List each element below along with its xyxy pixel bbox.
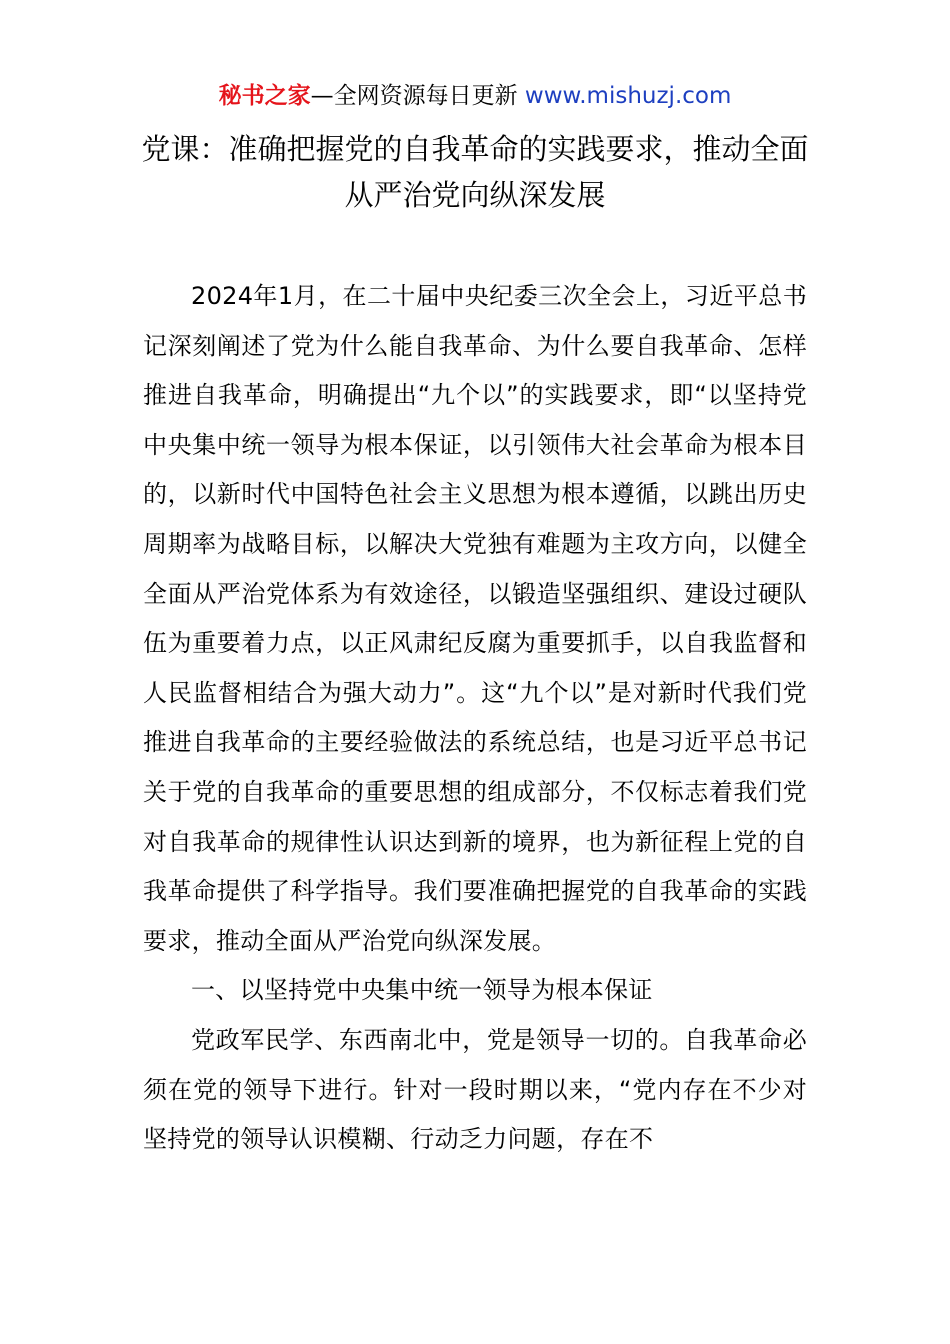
document-title: 党课：准确把握党的自我革命的实践要求，推动全面从严治党向纵深发展 [141, 132, 809, 212]
site-url-link[interactable]: www.mishuzj.com [524, 83, 732, 109]
site-tagline: —全网资源每日更新 [310, 83, 525, 109]
document-body [143, 272, 807, 1165]
intro-paragraph: 2024年1月，在二十届中央纪委三次全会上，习近平总书记深刻阐述了党为什么能自我革命、为什么要自我革命、怎样推进自我革命，明确提出“九个以”的实践要求，即“以坚持党中央集中统一领导为根本保证，以引领伟大社会革命为根本目的，以新时代中国特色社会主义思想为根本遵循，以跳出历史周期率为战略目标，以解决大党独有难题为主攻方向，以健全全面从严治党体系为有效途径，以锻造坚强组织、建设过硬队伍为重要着力点，以正风肃纪反腐为重要抓手，以自我监督和人民监督相结合为强大动力”。这“九个以”是对新时代我们党推进自我革命的主要经验做法的系统总结，也是习近平总书记关于党的自我革命的重要思想的组成部分，不仅标志着我们党对自我革命的规律性认识达到新的境界，也为新征程上党的自我革命提供了科学指导。我们要准确把握党的自我革命的实践要求，推动全面从严治党向纵深发展。 [143, 282, 807, 955]
section-heading: 一、以坚持党中央集中统一领导为根本保证 [191, 976, 653, 1005]
site-header [0, 80, 950, 112]
site-name: 秘书之家 [218, 83, 311, 109]
section-paragraph: 党政军民学、东西南北中，党是领导一切的。自我革命必须在党的领导下进行。针对一段时期以来，“党内存在不少对坚持党的领导认识模糊、行动乏力问题，存在不 [143, 1025, 807, 1154]
